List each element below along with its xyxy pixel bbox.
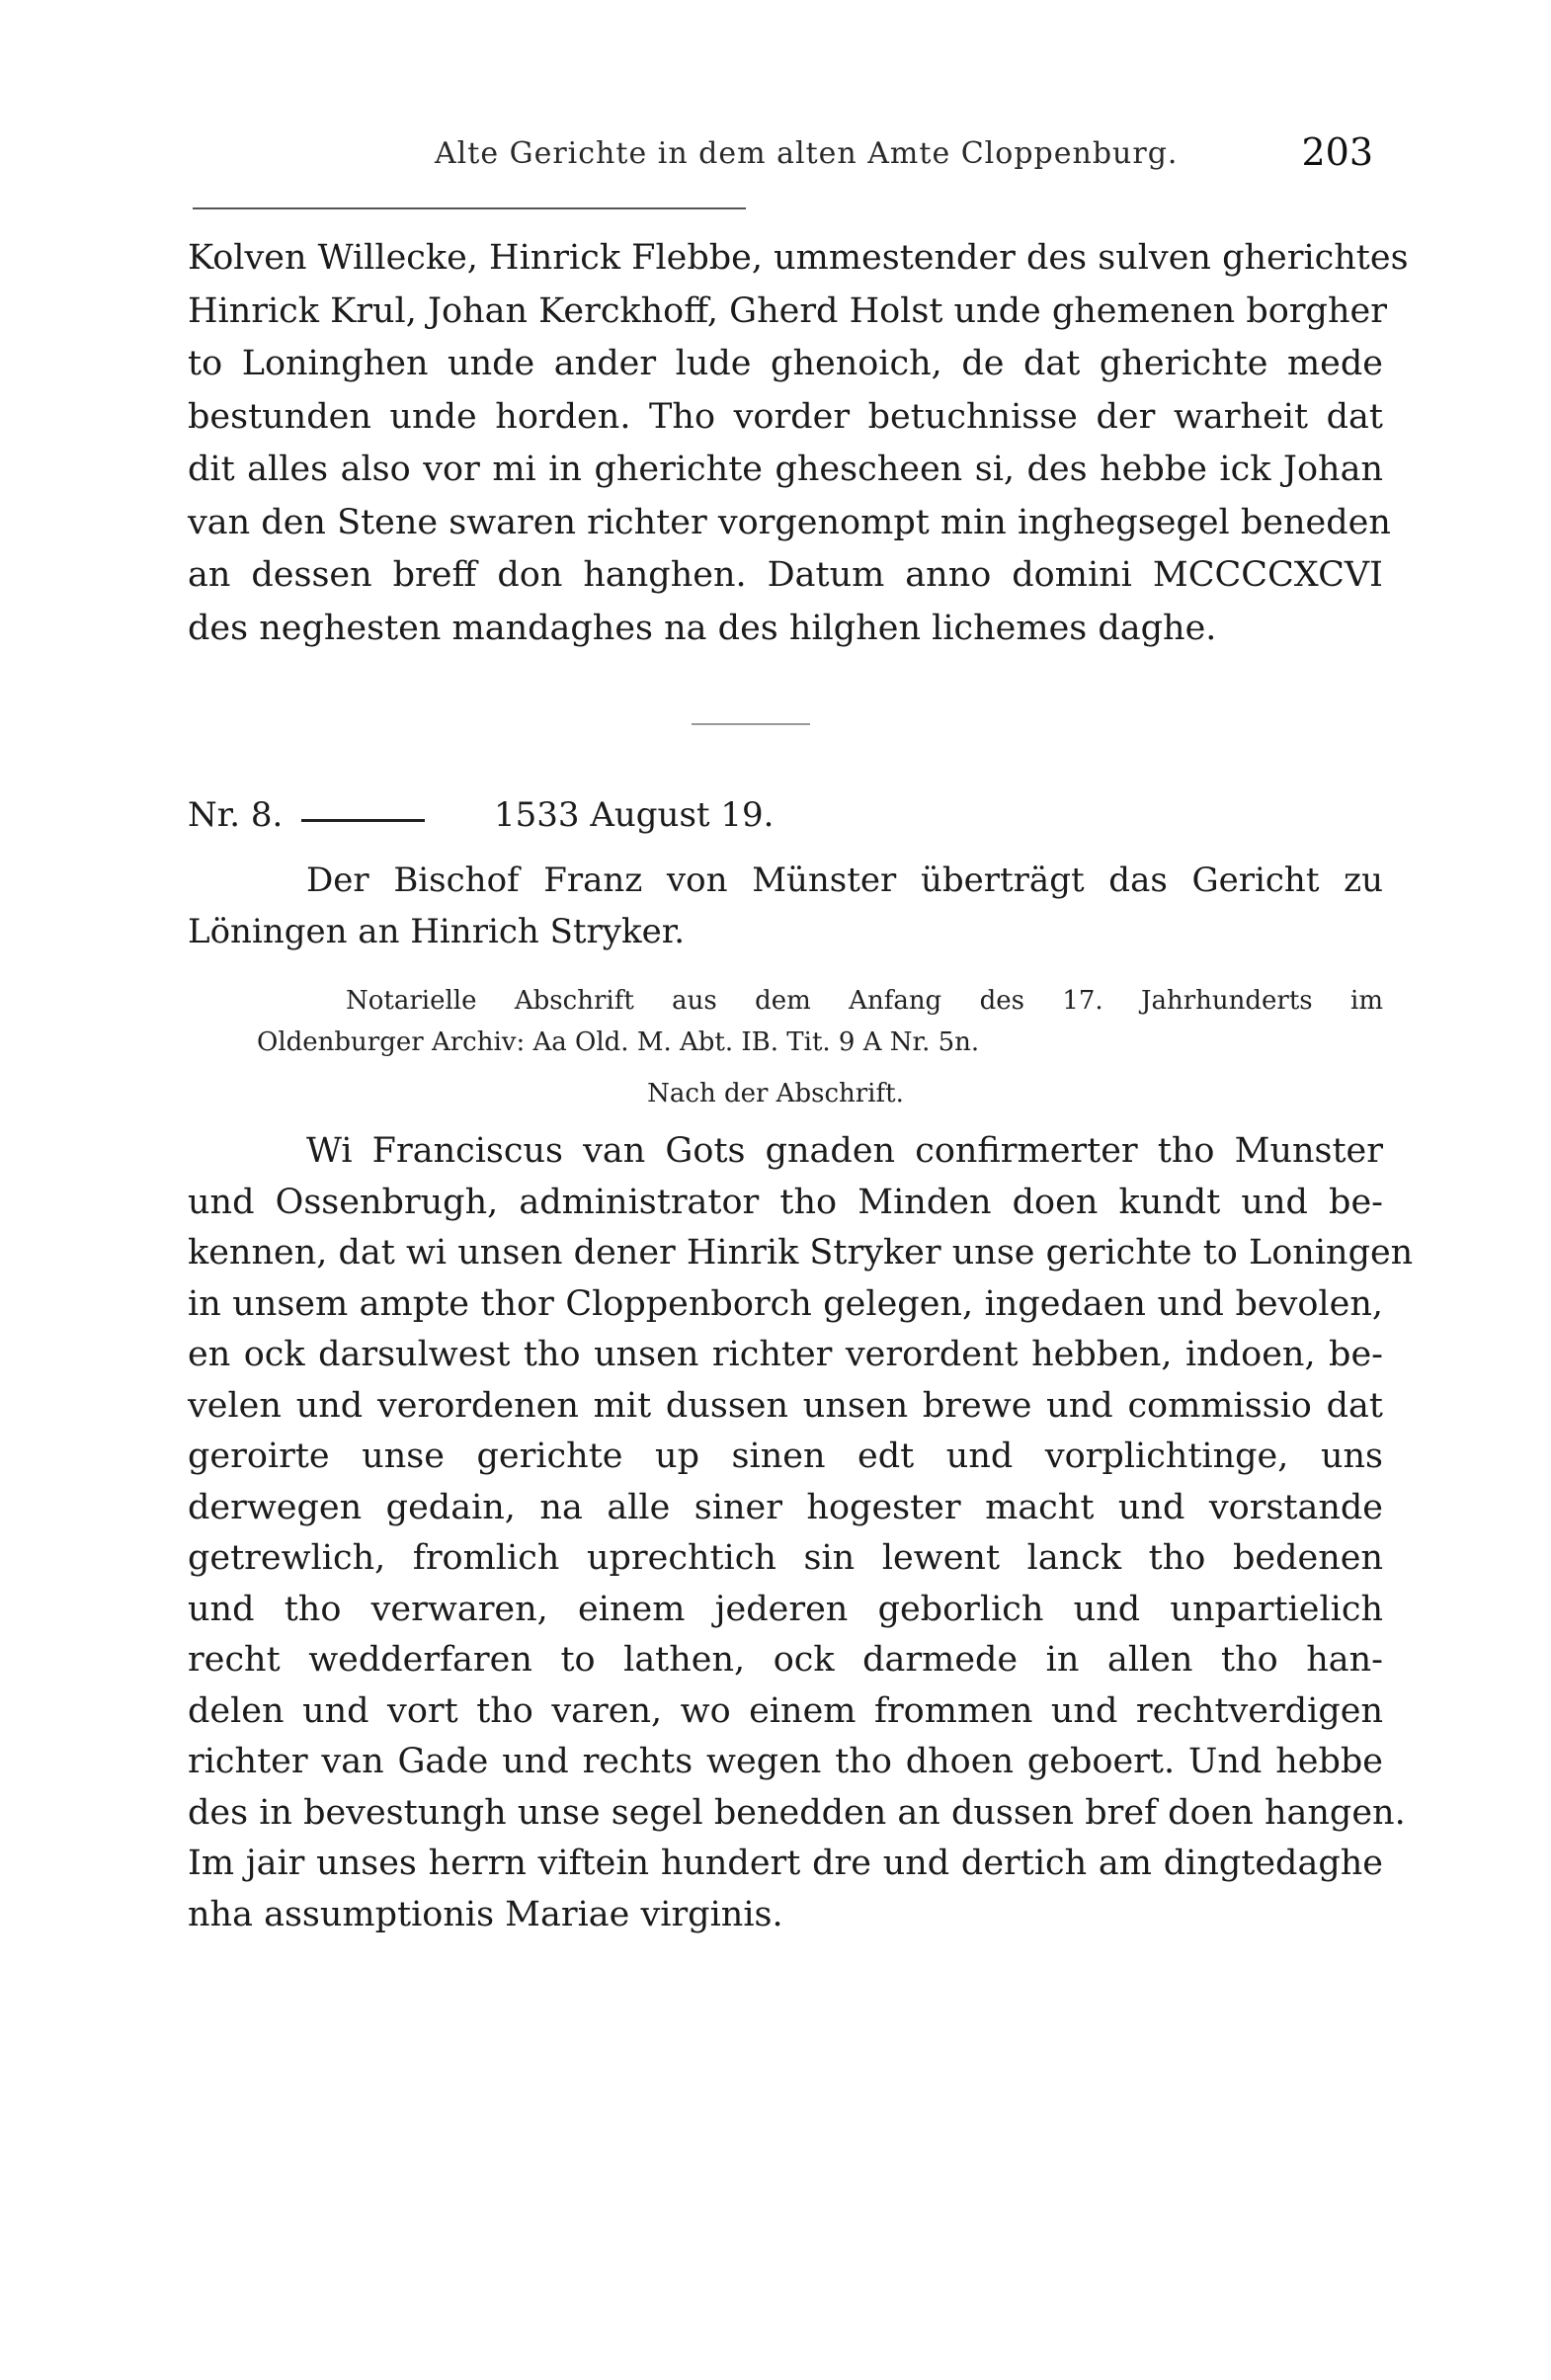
text-line: Kolven Willecke, Hinrick Flebbe, ummestender des sulven gherichtes	[188, 238, 1409, 278]
text-basis-note: Nach der Abschrift.	[647, 1079, 904, 1108]
text-line: velen und verordenen mit dussen unsen brewe und commissio dat	[188, 1385, 1383, 1426]
text-line: und Ossenbrugh, administrator tho Minden doen kundt und be-	[188, 1182, 1383, 1222]
document-summary	[188, 855, 1383, 957]
text-line: to Loninghen unde ander lude ghenoich, de dat gherichte mede	[188, 344, 1383, 383]
section-separator	[692, 723, 810, 725]
text-line: des in bevestungh unse segel benedden an dussen bref doen hangen.	[188, 1792, 1406, 1833]
summary-line: Löningen an Hinrich Stryker.	[188, 912, 686, 951]
text-line: dit alles also vor mi in gherichte ghescheen si, des hebbe ick Johan	[188, 450, 1383, 489]
text-line: und tho verwaren, einem jederen geborlich und unpartielich	[188, 1589, 1383, 1629]
source-note	[247, 980, 1383, 1063]
text-line: bestunden unde horden. Tho vorder betuchnisse der warheit dat	[188, 396, 1383, 437]
text-line: recht wedderfaren to lathen, ock darmede in allen tho han-	[188, 1640, 1383, 1680]
page-number: 203	[1301, 130, 1373, 174]
text-line: nha assumptionis Mariae virginis.	[188, 1894, 783, 1934]
text-line: geroirte unse gerichte up sinen edt und vorplichtinge, uns	[188, 1436, 1383, 1476]
document-text	[188, 1126, 1414, 1940]
document-heading	[188, 795, 1383, 845]
document-date: 1533 August 19.	[494, 795, 775, 835]
text-line: delen und vort tho varen, wo einem frommen und rechtverdigen	[188, 1690, 1383, 1731]
text-line: van den Stene swaren richter vorgenompt min inghegsegel beneden	[188, 502, 1391, 542]
source-line: Notarielle Abschrift aus dem Anfang des 17. Jahrhunderts im	[346, 986, 1383, 1016]
running-title: Alte Gerichte in dem alten Amte Cloppenburg.	[435, 136, 1179, 171]
text-line: Wi Franciscus van Gots gnaden confirmerter tho Munster	[306, 1131, 1383, 1171]
heading-dash	[301, 819, 425, 822]
summary-line: Der Bischof Franz von Münster überträgt das Gericht zu	[306, 861, 1383, 900]
text-line: richter van Gade und rechts wegen tho dhoen geboert. Und hebbe	[188, 1742, 1383, 1781]
source-line: Oldenburger Archiv: Aa Old. M. Abt. IB. Tit. 9 A Nr. 5n.	[257, 1027, 980, 1057]
text-line: getrewlich, fromlich uprechtich sin lewent lanck tho bedenen	[188, 1538, 1383, 1578]
text-line: Hinrick Krul, Johan Kerckhoff, Gherd Holst unde ghemenen borgher	[188, 290, 1387, 331]
text-line: Im jair unses herrn viftein hundert dre und dertich am dingtedaghe	[188, 1844, 1383, 1883]
text-line: kennen, dat wi unsen dener Hinrik Stryker unse gerichte to Loningen	[188, 1233, 1414, 1272]
header-rule	[193, 207, 746, 209]
closing-paragraph-previous-document	[188, 232, 1409, 655]
page-header	[188, 130, 1373, 196]
text-line: derwegen gedain, na alle siner hogester macht und vorstande	[188, 1487, 1383, 1527]
text-line: in unsem ampte thor Cloppenborch gelegen, ingedaen und bevolen,	[188, 1283, 1383, 1324]
text-line: en ock darsulwest tho unsen richter verordent hebben, indoen, be-	[188, 1335, 1383, 1374]
text-line: an dessen breff don hanghen. Datum anno domini MCCCCXCVI	[188, 555, 1383, 595]
document-number: Nr. 8.	[188, 795, 284, 835]
text-line: des neghesten mandaghes na des hilghen lichemes daghe.	[188, 608, 1217, 648]
